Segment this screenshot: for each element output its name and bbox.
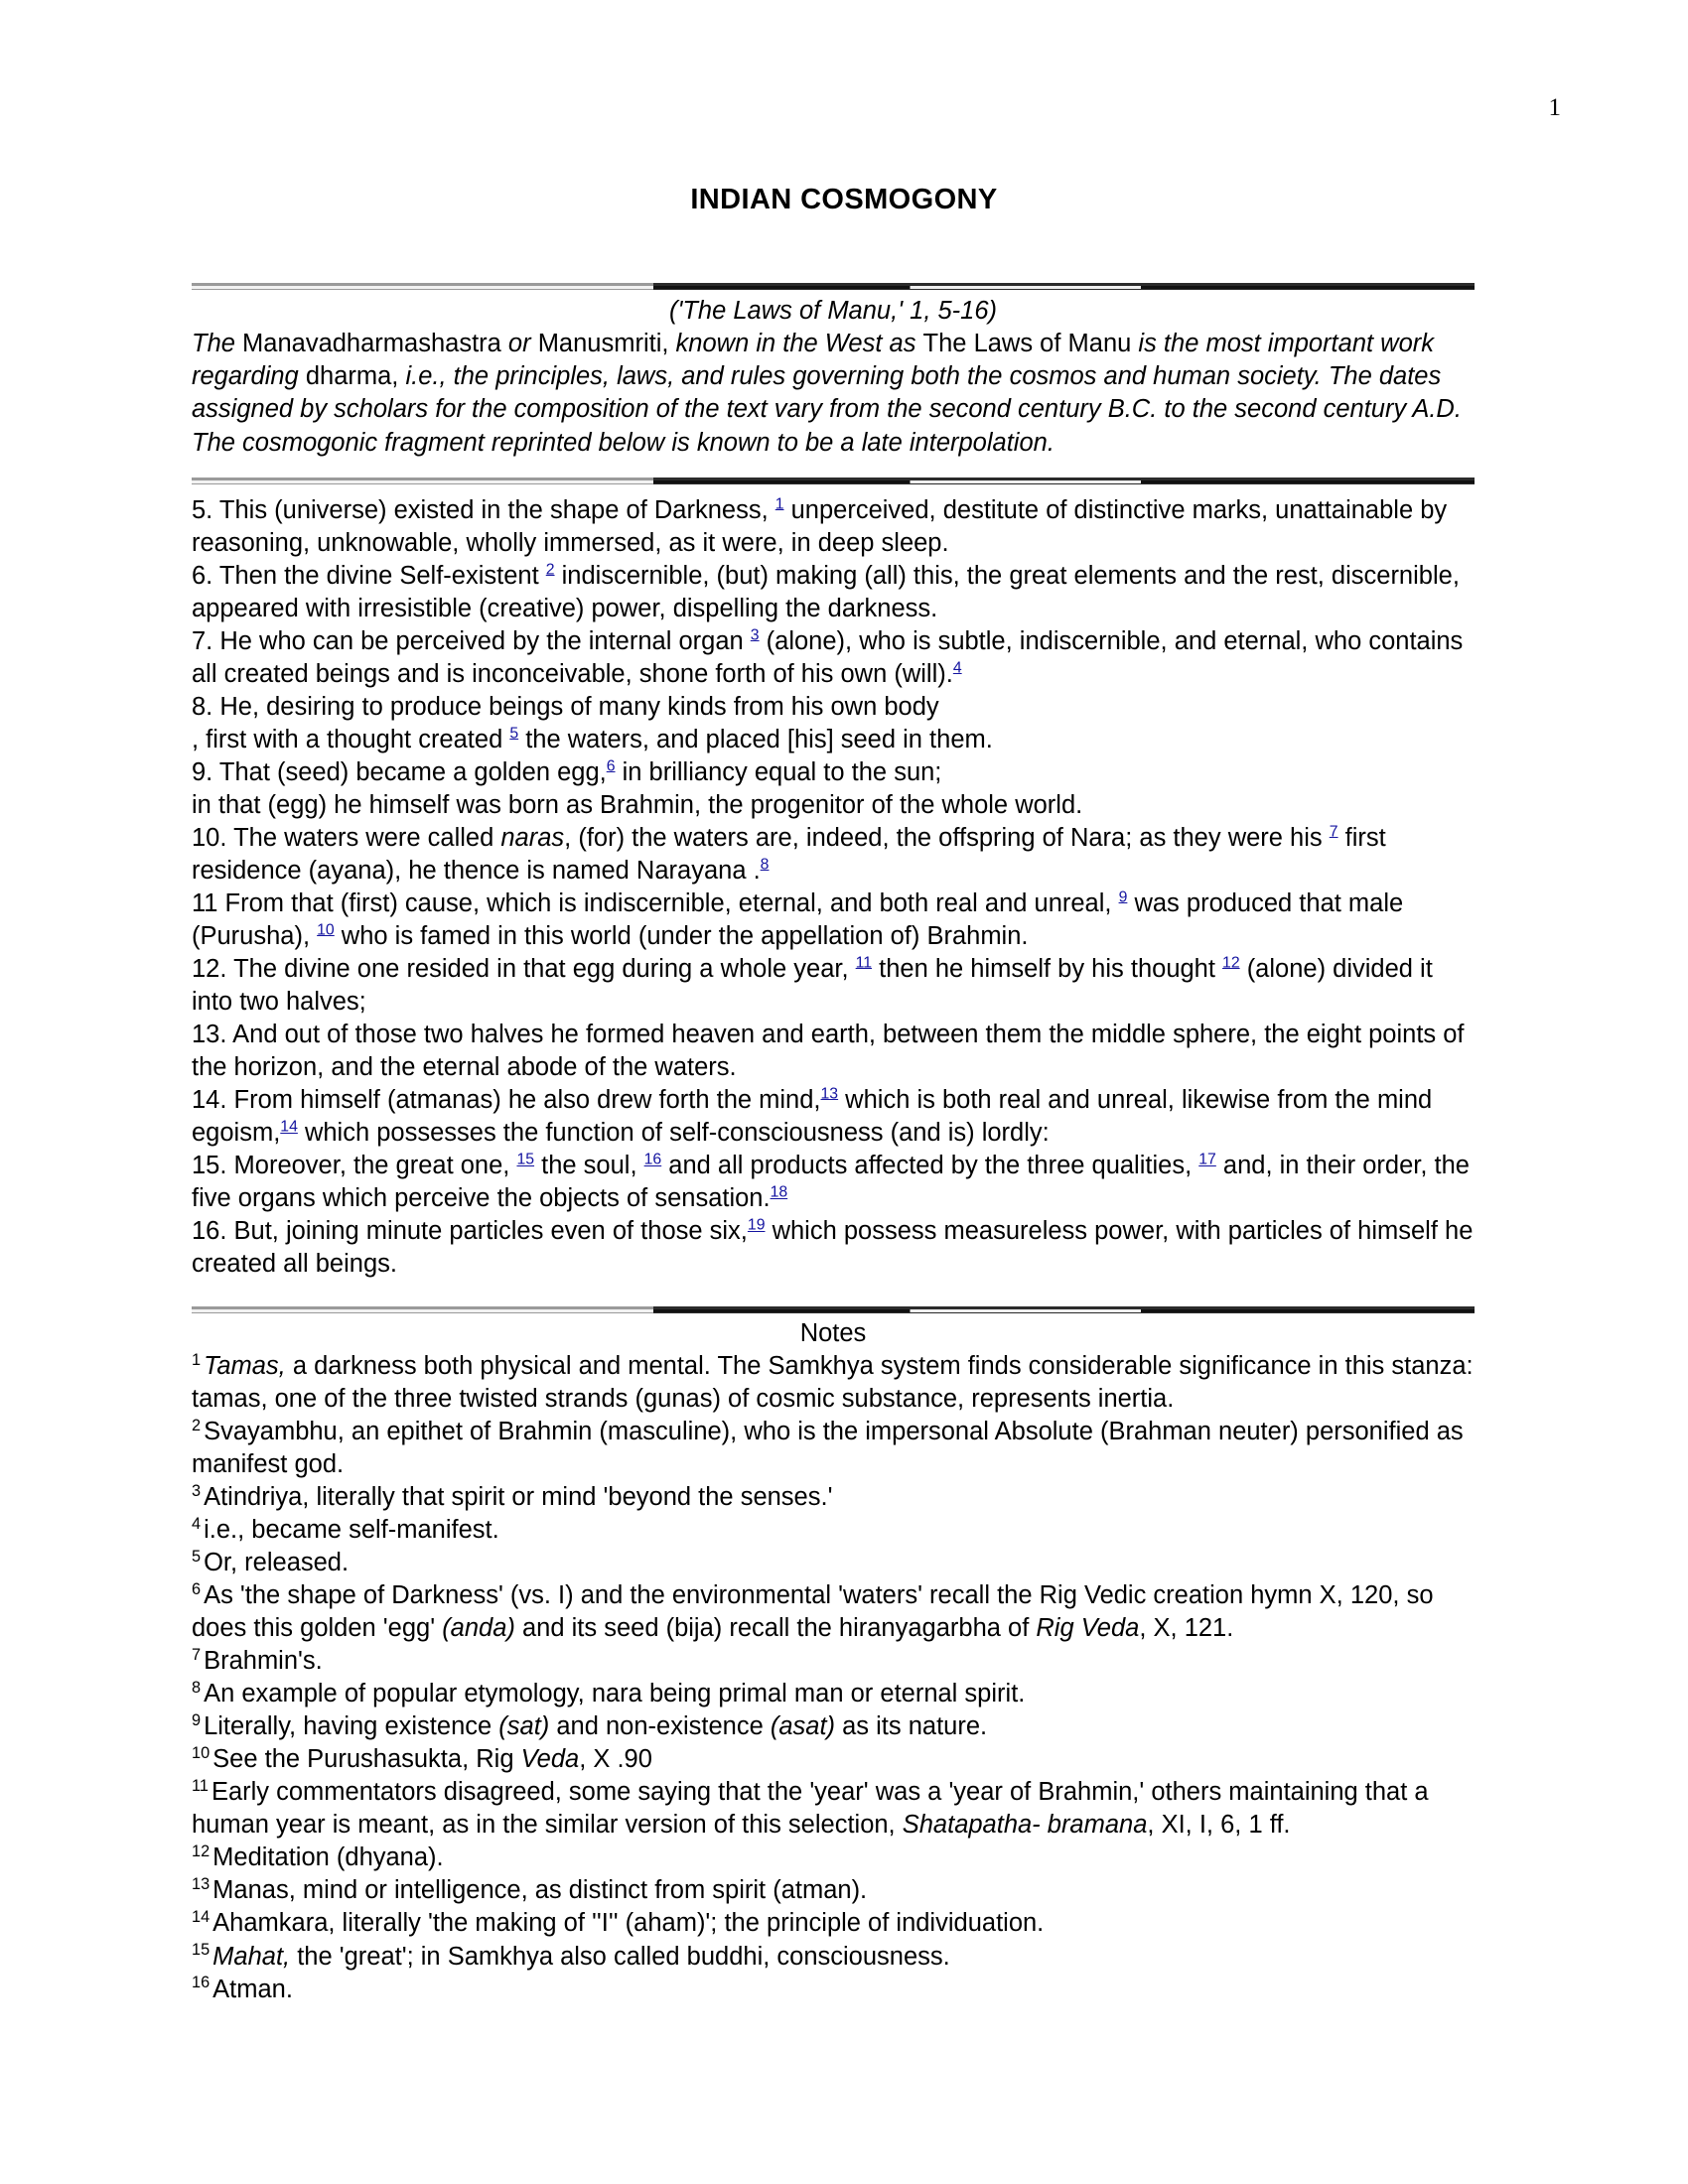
note-15-text-1: the 'great'; in Samkhya also called buddhi, consciousness.: [290, 1942, 950, 1971]
note-8: [192, 1678, 1475, 1710]
note-3: [192, 1481, 1475, 1514]
divider-top: [192, 283, 1475, 290]
verse-12: [192, 953, 1475, 1019]
notes-section: [192, 1350, 1475, 2005]
note-9-text-0: Literally, having existence: [204, 1712, 499, 1741]
verse-16-text-0: 16. But, joining minute particles even of those six,: [192, 1217, 748, 1246]
note-6-emphasis-3: Rig Veda: [1036, 1614, 1140, 1643]
note-10-text-0: See the Purushasukta, Rig: [212, 1745, 521, 1774]
note-12: [192, 1842, 1475, 1874]
note-6-text-2: and its seed (bija) recall the hiranyagarbha of: [514, 1614, 1037, 1643]
footnote-ref-5[interactable]: 5: [509, 725, 519, 743]
intro-run-7: dharma,: [305, 362, 406, 391]
note-number-16: 16: [192, 1974, 211, 1992]
note-15-emphasis-0: Mahat,: [212, 1942, 291, 1971]
verse-15: [192, 1150, 1475, 1215]
note-9-text-4: as its nature.: [835, 1712, 988, 1741]
note-12-text-0: Meditation (dhyana).: [212, 1843, 444, 1872]
note-number-15: 15: [192, 1941, 211, 1959]
verse-8b-text-0: , first with a thought created: [192, 725, 510, 753]
verse-13-text-0: 13. And out of those two halves he formed heaven and earth, between them the middle sphere, the eight points of the horizon, and the eternal abode of the waters.: [192, 1020, 1465, 1081]
footnote-ref-4[interactable]: 4: [952, 659, 962, 677]
intro-run-8: i.e., the principles, laws, and rules governing both the cosmos and human society. The dates assigned by scholars for the composition of the text vary from the second century B.C. to the second century A.D. The cosmogonic fragment reprinted below is known to be a late interpolation.: [192, 362, 1462, 457]
note-2-text-0: Svayambhu, an epithet of Brahmin (masculine), who is the impersonal Absolute (Brahman neuter) personified as manifest god.: [192, 1418, 1464, 1479]
document-content: [192, 283, 1475, 2006]
verse-7: [192, 625, 1475, 691]
verse-14-text-0: 14. From himself (atmanas) he also drew forth the mind,: [192, 1085, 821, 1114]
intro-run-0: The: [192, 330, 243, 358]
divider-notes: [192, 1306, 1475, 1313]
verse-14: [192, 1084, 1475, 1150]
verse-16-text-2: which possess measureless power, with particles of himself he created all beings.: [192, 1217, 1474, 1279]
verse-12-text-4: (alone) divided it into two halves;: [192, 954, 1433, 1016]
note-11-text-0: Early commentators disagreed, some saying that the 'year' was a 'year of Brahmin,' others maintaining that a human year is meant, as in the similar version of this selection,: [192, 1778, 1429, 1840]
note-11-text-2: , XI, I, 6, 1 ff.: [1147, 1811, 1291, 1840]
note-number-2: 2: [192, 1416, 202, 1434]
note-number-12: 12: [192, 1842, 211, 1860]
note-number-8: 8: [192, 1678, 202, 1697]
notes-heading: Notes: [799, 1319, 867, 1348]
verse-15-text-0: 15. Moreover, the great one,: [192, 1152, 517, 1180]
footnote-ref-3[interactable]: 3: [750, 626, 760, 644]
source-citation: ('The Laws of Manu,' 1, 5-16): [668, 297, 998, 325]
note-14: [192, 1907, 1475, 1940]
footnote-ref-16[interactable]: 16: [643, 1151, 662, 1168]
verse-8: [192, 691, 1475, 724]
note-number-13: 13: [192, 1874, 211, 1893]
verse-9b-text-0: in that (egg) he himself was born as Brahmin, the progenitor of the whole world.: [192, 790, 1083, 819]
note-8-text-0: An example of popular etymology, nara being primal man or eternal spirit.: [204, 1680, 1026, 1708]
note-7-text-0: Brahmin's.: [204, 1647, 323, 1676]
verse-14-text-2: which is both real and unreal, likewise from the mind egoism,: [192, 1085, 1433, 1147]
note-6-text-0: As 'the shape of Darkness' (vs. I) and the environmental 'waters' recall the Rig Vedic creation hymn X, 120, so does this golden 'egg': [192, 1581, 1434, 1643]
note-16-text-0: Atman.: [212, 1975, 293, 2003]
footnote-ref-15[interactable]: 15: [516, 1151, 535, 1168]
footnote-ref-8[interactable]: 8: [760, 856, 770, 874]
verse-9-text-2: in brilliancy equal to the sun;: [615, 757, 942, 786]
verse-6-text-2: indiscernible, (but) making (all) this, the great elements and the rest, discernible, appeared with irresistible (creative) power, dispelling the darkness.: [192, 561, 1460, 622]
verse-12-text-2: then he himself by his thought: [872, 954, 1223, 983]
note-7: [192, 1645, 1475, 1678]
note-4: [192, 1514, 1475, 1547]
note-number-3: 3: [192, 1481, 202, 1500]
note-number-5: 5: [192, 1547, 202, 1566]
note-10: [192, 1743, 1475, 1776]
intro-run-4: known in the West as: [675, 330, 923, 358]
verse-6: [192, 560, 1475, 625]
verse-5: [192, 494, 1475, 560]
footnote-ref-6[interactable]: 6: [606, 757, 616, 775]
verse-8b-text-2: the waters, and placed [his] seed in them.: [518, 725, 993, 753]
note-15: [192, 1941, 1475, 1974]
note-number-7: 7: [192, 1645, 202, 1664]
verse-11-text-2: was produced that male (Purusha),: [192, 888, 1404, 950]
page-number: 1: [1548, 94, 1561, 121]
note-4-text-0: i.e., became self-manifest.: [204, 1516, 499, 1545]
verse-13: [192, 1019, 1475, 1084]
verse-11: [192, 887, 1475, 953]
verse-14-text-4: which possesses the function of self-consciousness (and is) lordly:: [297, 1119, 1050, 1147]
note-16: [192, 1974, 1475, 2006]
page-title: INDIAN COSMOGONY: [690, 184, 998, 215]
verse-9-text-0: 9. That (seed) became a golden egg,: [192, 757, 607, 786]
note-1-emphasis-0: Tamas,: [204, 1352, 286, 1381]
note-2: [192, 1416, 1475, 1481]
note-10-text-2: , X .90: [579, 1745, 652, 1774]
note-1-text-1: a darkness both physical and mental. The Samkhya system finds considerable significance in this stanza: tamas, one of the three twisted strands (gunas) of cosmic substance, represents inertia.: [192, 1352, 1474, 1414]
footnote-ref-7[interactable]: 7: [1329, 823, 1338, 841]
footnote-ref-9[interactable]: 9: [1118, 888, 1128, 906]
verse-9b: [192, 789, 1475, 822]
verses-section: [192, 494, 1475, 1281]
divider-middle: [192, 478, 1475, 484]
verse-11-text-0: 11 From that (first) cause, which is indiscernible, eternal, and both real and unreal,: [192, 888, 1119, 917]
note-14-text-0: Ahamkara, literally 'the making of ''I'' (aham)'; the principle of individuation.: [212, 1909, 1045, 1938]
verse-10: [192, 822, 1475, 887]
verse-5-text-2: unperceived, destitute of distinctive marks, unattainable by reasoning, unknowable, wholly immersed, as it were, in deep sleep.: [192, 495, 1448, 557]
footnote-ref-10[interactable]: 10: [317, 921, 335, 939]
note-13-text-0: Manas, mind or intelligence, as distinct from spirit (atman).: [212, 1876, 868, 1905]
verse-10-text-4: first residence (ayana), he thence is named Narayana .: [192, 823, 1386, 885]
note-10-emphasis-1: Veda: [520, 1745, 580, 1774]
verse-7-text-0: 7. He who can be perceived by the internal organ: [192, 626, 751, 655]
verse-10-emphasis-1: naras: [500, 823, 565, 852]
note-9: [192, 1710, 1475, 1743]
verse-10-text-2: , (for) the waters are, indeed, the offspring of Nara; as they were his: [564, 823, 1330, 852]
intro-run-3: Manusmriti,: [537, 330, 676, 358]
note-6-text-4: , X, 121.: [1139, 1614, 1234, 1643]
verse-8b: [192, 724, 1475, 756]
footnote-ref-2[interactable]: 2: [545, 561, 555, 579]
verse-15-text-4: and all products affected by the three qualities,: [661, 1152, 1199, 1180]
note-5: [192, 1547, 1475, 1579]
footnote-ref-11[interactable]: 11: [855, 954, 873, 972]
note-9-text-2: and non-existence: [549, 1712, 771, 1741]
note-1: [192, 1350, 1475, 1416]
note-number-10: 10: [192, 1743, 211, 1762]
footnote-ref-19[interactable]: 19: [747, 1216, 766, 1234]
intro-run-5: The Laws of Manu: [922, 330, 1139, 358]
note-9-emphasis-1: (sat): [498, 1712, 550, 1741]
verse-5-text-0: 5. This (universe) existed in the shape of Darkness,: [192, 495, 775, 524]
footnote-ref-12[interactable]: 12: [1222, 954, 1240, 972]
note-5-text-0: Or, released.: [204, 1549, 350, 1577]
note-9-emphasis-3: (asat): [770, 1712, 836, 1741]
verse-9: [192, 756, 1475, 789]
footnote-ref-18[interactable]: 18: [770, 1183, 788, 1201]
note-number-14: 14: [192, 1907, 211, 1926]
note-number-1: 1: [192, 1350, 202, 1369]
note-6-emphasis-1: (anda): [442, 1614, 515, 1643]
verse-16: [192, 1215, 1475, 1281]
verse-6-text-0: 6. Then the divine Self-existent: [192, 561, 546, 590]
note-11: [192, 1776, 1475, 1842]
verse-15-text-2: the soul,: [534, 1152, 644, 1180]
intro-run-6: is the most important work regarding: [192, 330, 1435, 391]
footnote-ref-17[interactable]: 17: [1198, 1151, 1216, 1168]
intro-run-1: Manavadharmashastra: [242, 330, 508, 358]
footnote-ref-1[interactable]: 1: [774, 495, 784, 513]
footnote-ref-14[interactable]: 14: [280, 1118, 298, 1136]
note-number-4: 4: [192, 1514, 202, 1533]
verse-15-text-6: and, in their order, the five organs which perceive the objects of sensation.: [192, 1152, 1470, 1213]
verse-10-text-0: 10. The waters were called: [192, 823, 501, 852]
verse-8-text-0: 8. He, desiring to produce beings of many kinds from his own body: [192, 692, 939, 721]
note-3-text-0: Atindriya, literally that spirit or mind 'beyond the senses.': [204, 1483, 833, 1512]
verse-12-text-0: 12. The divine one resided in that egg during a whole year,: [192, 954, 856, 983]
verse-11-text-4: who is famed in this world (under the appellation of) Brahmin.: [334, 921, 1029, 950]
note-13: [192, 1874, 1475, 1907]
note-number-6: 6: [192, 1579, 202, 1598]
note-11-emphasis-1: Shatapatha- bramana: [902, 1811, 1148, 1840]
footnote-ref-13[interactable]: 13: [820, 1085, 839, 1103]
note-number-9: 9: [192, 1710, 202, 1729]
note-number-11: 11: [192, 1776, 209, 1795]
note-6: [192, 1579, 1475, 1645]
verse-7-text-2: (alone), who is subtle, indiscernible, and eternal, who contains all created beings and is inconceivable, shone forth of his own (will).: [192, 626, 1464, 688]
intro-run-2: or: [507, 330, 538, 358]
intro-paragraph: [192, 328, 1475, 460]
